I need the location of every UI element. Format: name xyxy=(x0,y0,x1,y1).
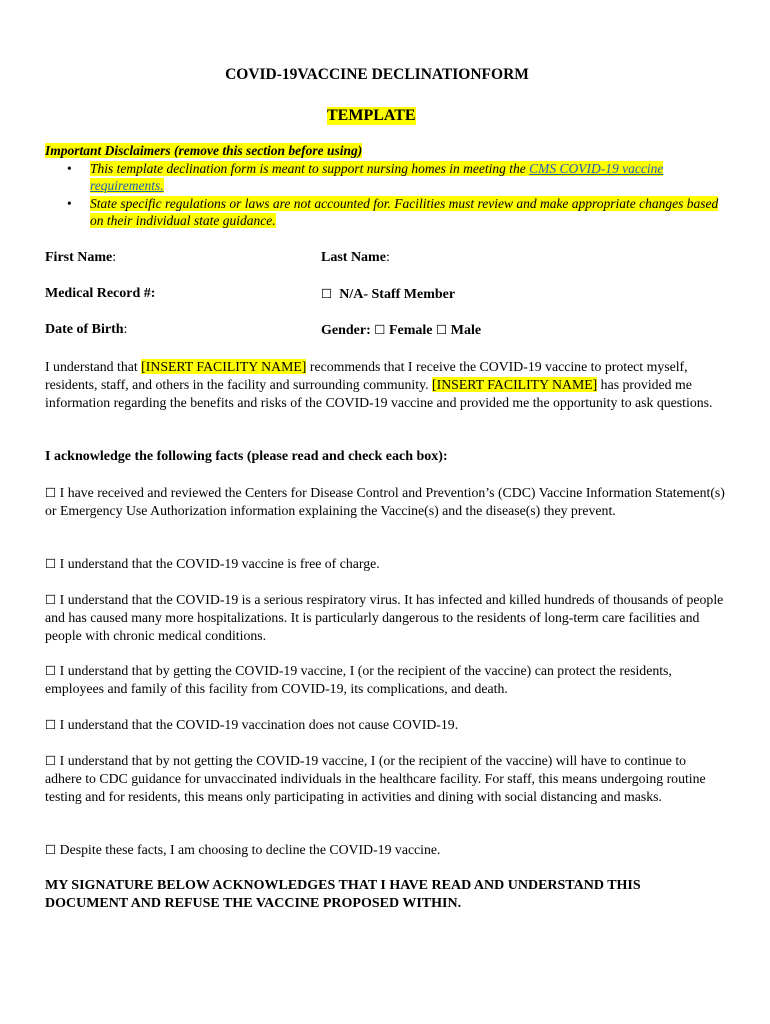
dob-field[interactable]: Date of Birth: xyxy=(45,322,128,337)
disclaimer-2-text: State specific regulations or laws are not accounted for. Facilities must review and make appropriate changes based on their individual state guidance. xyxy=(90,195,719,228)
fact-checkbox[interactable]: ☐ xyxy=(45,663,57,678)
template-label: TEMPLATE xyxy=(327,107,416,124)
fact-text: I understand that the COVID-19 vaccination does not cause COVID-19. xyxy=(56,717,459,732)
facility-name-placeholder: [INSERT FACILITY NAME] xyxy=(141,359,307,374)
female-checkbox[interactable]: ☐ xyxy=(374,322,386,337)
first-name-field[interactable]: First Name: xyxy=(45,250,117,265)
bullet-dot-icon: • xyxy=(67,160,72,176)
bullet-dot-icon: • xyxy=(67,195,72,211)
fact-checkbox[interactable]: ☐ xyxy=(45,753,57,768)
acknowledge-heading: I acknowledge the following facts (please read and check each box): xyxy=(45,449,448,464)
fact-checkbox[interactable]: ☐ xyxy=(45,556,57,571)
medical-record-field[interactable] xyxy=(45,286,155,302)
fact-checkbox[interactable]: ☐ xyxy=(45,485,57,500)
fact-item xyxy=(45,841,725,859)
medical-record-label: Medical Record #: xyxy=(45,286,156,301)
last-name-field[interactable]: Last Name: xyxy=(321,250,390,265)
na-staff-option[interactable] xyxy=(321,286,455,303)
cms-requirements-link[interactable]: CMS COVID-19 vaccine requirements. xyxy=(90,160,664,193)
female-label: Female xyxy=(388,323,433,338)
fact-checkbox[interactable]: ☐ xyxy=(45,717,57,732)
form-title: COVID-19VACCINE DECLINATIONFORM xyxy=(225,66,529,83)
fact-item xyxy=(45,662,725,698)
na-staff-checkbox[interactable]: ☐ xyxy=(321,286,333,301)
fact-text: I understand that the COVID-19 is a serious respiratory virus. It has infected and killed hundreds of thousands of people and has caused many more hospitalizations. It is particularly dangerous to the residents of long-term care facilities and people with chronic medical conditions. xyxy=(45,592,724,643)
fact-text: Despite these facts, I am choosing to decline the COVID-19 vaccine. xyxy=(56,842,441,857)
disclaimer-bullet-1 xyxy=(45,160,725,195)
fact-checkbox[interactable]: ☐ xyxy=(45,842,57,857)
disclaimers-section xyxy=(45,142,725,230)
fact-item xyxy=(45,484,725,520)
male-label: Male xyxy=(450,323,482,338)
facility-name-placeholder: [INSERT FACILITY NAME] xyxy=(432,377,598,392)
fact-text: I understand that by getting the COVID-19 vaccine, I (or the recipient of the vaccine) can protect the residents, employees and family of this facility from COVID-19, its complications, and death. xyxy=(45,663,672,696)
fact-item xyxy=(45,716,725,734)
gender-label: Gender: xyxy=(321,323,371,338)
na-staff-label: N/A- Staff Member xyxy=(339,287,456,302)
first-name-label: First Name xyxy=(45,250,113,265)
disclaimer-1-text: This template declination form is meant to support nursing homes in meeting the xyxy=(90,160,530,176)
disclaimers-heading: Important Disclaimers (remove this section before using) xyxy=(45,143,363,158)
disclaimer-bullet-2 xyxy=(45,195,725,230)
fact-item xyxy=(45,555,725,573)
fact-text: I have received and reviewed the Centers for Disease Control and Prevention’s (CDC) Vaccine Information Statement(s) or Emergency Use Authorization information explaining the Vaccine(s) and the disease(s) they prevent. xyxy=(45,485,725,518)
gender-field xyxy=(321,322,481,339)
fact-text: I understand that by not getting the COVID-19 vaccine, I (or the recipient of the vaccine) will have to continue to adhere to CDC guidance for unvaccinated individuals in the healthcare facility. For staff, this means undergoing routine testing and for residents, this means only participating in activities and dining with social distancing and masks. xyxy=(45,753,706,804)
fact-text: I understand that the COVID-19 vaccine is free of charge. xyxy=(56,556,380,571)
signature-statement: MY SIGNATURE BELOW ACKNOWLEDGES THAT I HAVE READ AND UNDERSTAND THIS DOCUMENT AND REFUSE THE VACCINE PROPOSED WITHIN. xyxy=(45,878,641,911)
dob-label: Date of Birth xyxy=(45,322,124,337)
fact-checkbox[interactable]: ☐ xyxy=(45,592,57,607)
fact-item xyxy=(45,752,725,806)
last-name-label: Last Name xyxy=(321,250,386,265)
male-checkbox[interactable]: ☐ xyxy=(436,322,448,337)
fact-item xyxy=(45,591,725,645)
intro-paragraph: I understand that [INSERT FACILITY NAME] recommends that I receive the COVID-19 vaccine to protect myself, residents, staff, and others in the facility and surrounding community. [INSERT FACILITY NAME] has provided me information regarding the benefits and risks of the COVID-19 vaccine and provided me the opportunity to ask questions. xyxy=(45,359,713,410)
